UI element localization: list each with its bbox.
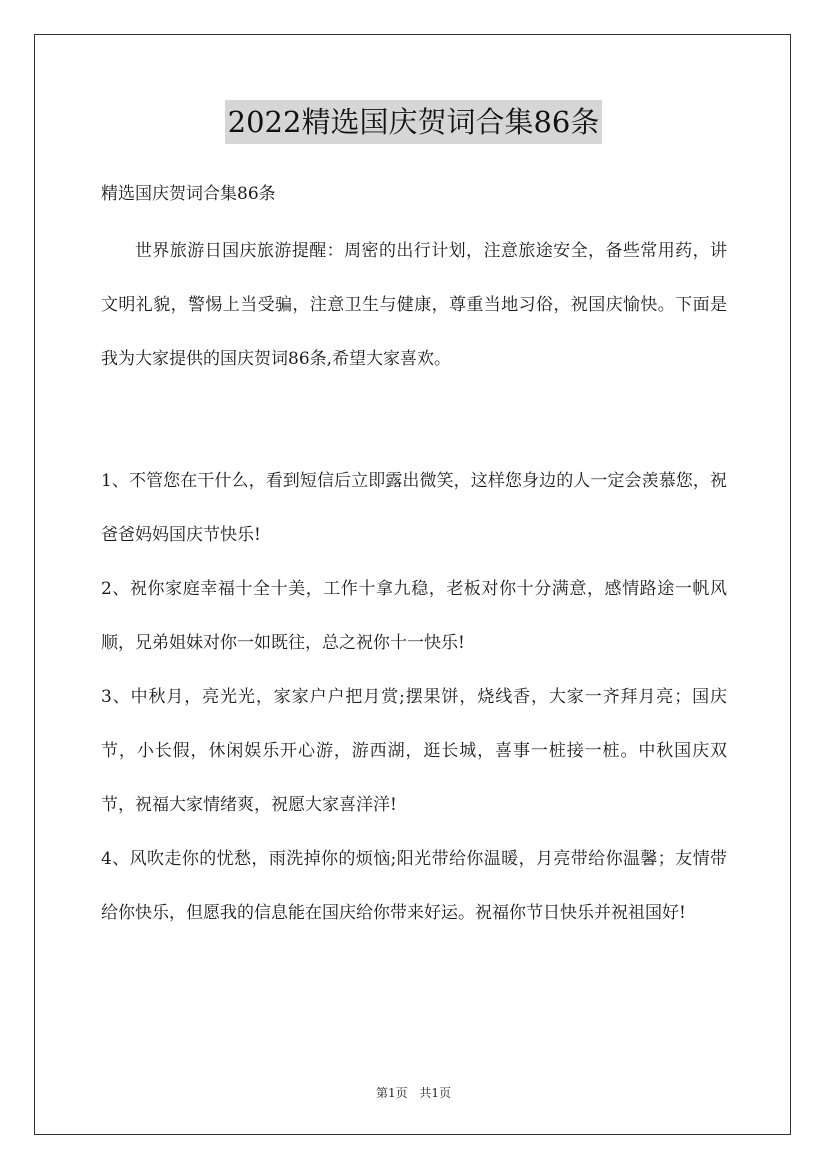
greeting-list [101, 454, 727, 940]
title-container [0, 100, 827, 144]
document-subtitle: 精选国庆贺词合集86条 [101, 184, 276, 204]
page-total: 共1页 [419, 1086, 452, 1100]
greeting-item-1: 1、不管您在干什么，看到短信后立即露出微笑，这样您身边的人一定会羡慕您，祝爸爸妈妈国庆节快乐! [101, 471, 727, 545]
page-footer [0, 1084, 827, 1101]
document-body [101, 176, 727, 940]
greeting-item-4: 4、风吹走你的忧愁，雨洗掉你的烦恼;阳光带给你温暖，月亮带给你温馨；友情带给你快乐，但愿我的信息能在国庆给你带来好运。祝福你节日快乐并祝祖国好! [101, 849, 727, 923]
intro-paragraph: 世界旅游日国庆旅游提醒：周密的出行计划，注意旅途安全，备些常用药，讲文明礼貌，警惕上当受骗，注意卫生与健康，尊重当地习俗，祝国庆愉快。下面是我为大家提供的国庆贺词86条,希望大家喜欢。 [101, 241, 727, 369]
greeting-item-3: 3、中秋月，亮光光，家家户户把月赏;摆果饼，烧线香，大家一齐拜月亮；国庆节，小长假，休闲娱乐开心游，游西湖，逛长城，喜事一桩接一桩。中秋国庆双节，祝福大家情绪爽，祝愿大家喜洋洋! [101, 687, 727, 815]
greeting-item-2: 2、祝你家庭幸福十全十美，工作十拿九稳，老板对你十分满意，感情路途一帆风顺，兄弟姐妹对你一如既往，总之祝你十一快乐! [101, 579, 727, 653]
page-number: 第1页 [375, 1086, 408, 1100]
document-title: 2022精选国庆贺词合集86条 [225, 100, 603, 144]
